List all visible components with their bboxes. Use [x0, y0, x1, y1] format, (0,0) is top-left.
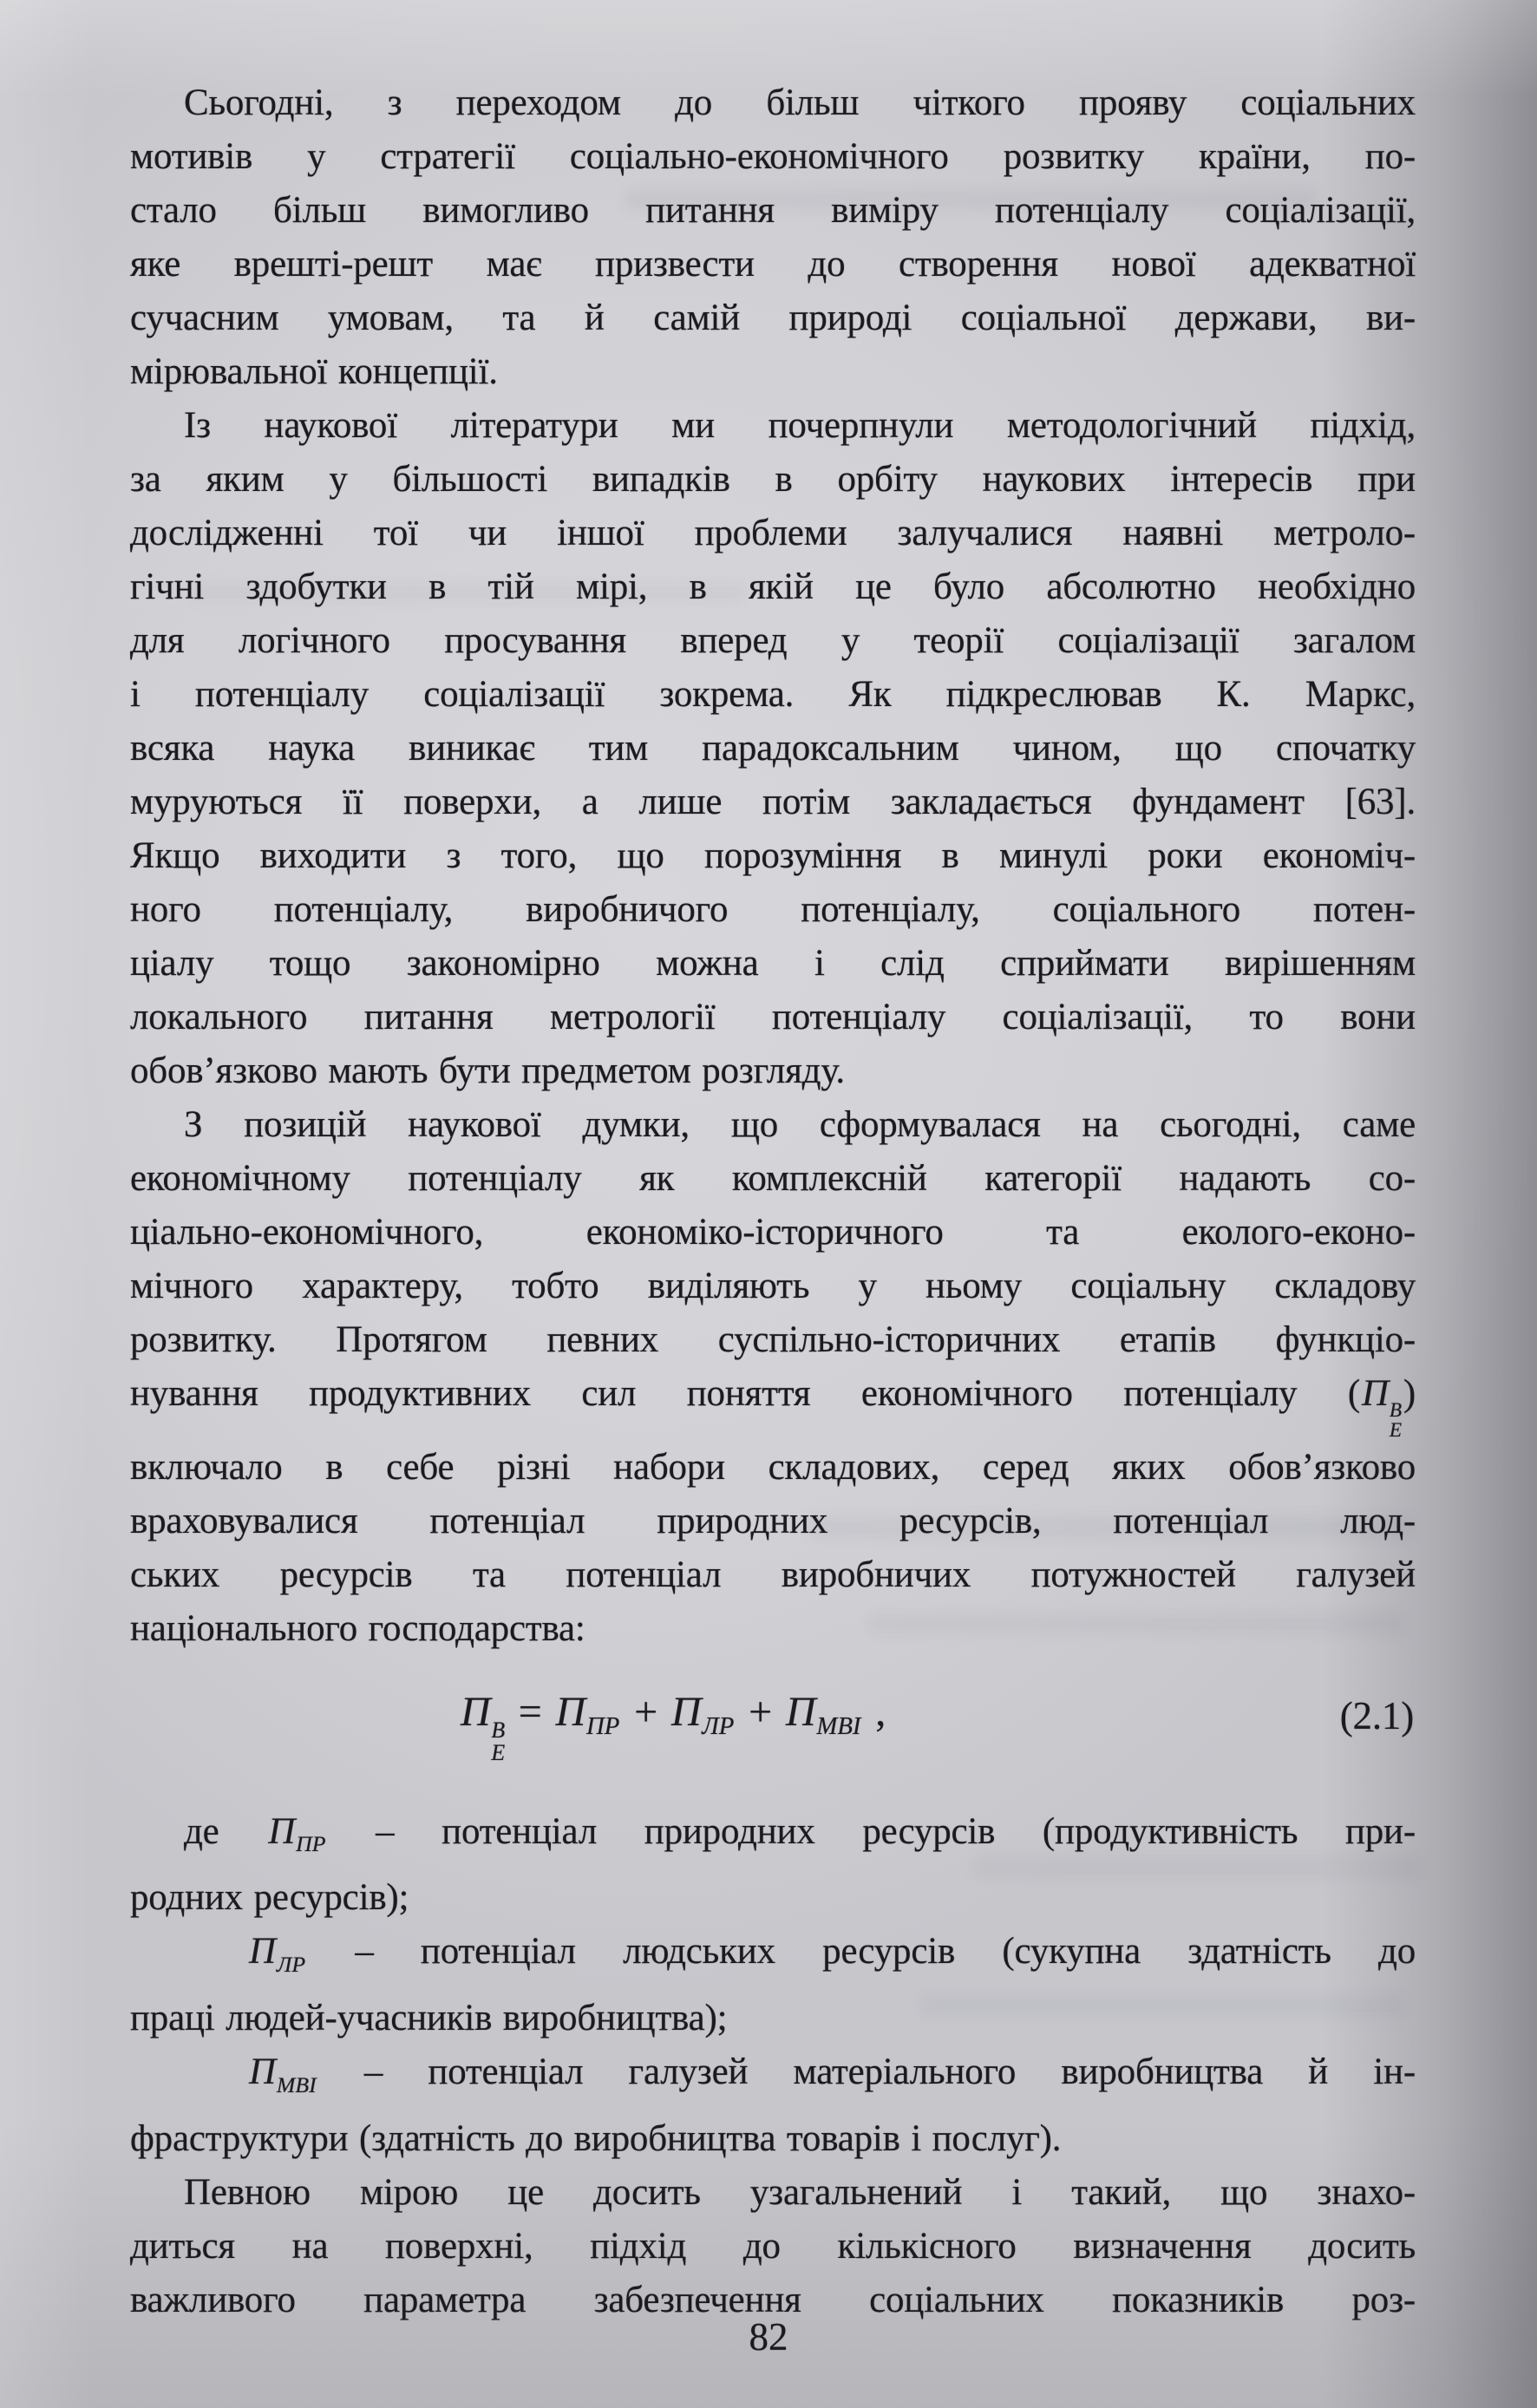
text-line: яке врешті-решт має призвести до створення нової адекватної — [130, 244, 1416, 285]
text-line: Певною мірою це досить узагальнений і такий, що знахо- — [184, 2171, 1416, 2213]
text-line: всяка наука виникає тим парадоксальним чином, що спочатку — [130, 728, 1416, 769]
text-line: фраструктури (здатність до виробництва товарів і послуг). — [130, 2117, 1062, 2159]
text-line: Із наукової літератури ми почерпнули методологічний підхід, — [184, 405, 1416, 446]
text-line: ських ресурсів та потенціал виробничих потужностей галузей — [130, 1554, 1416, 1595]
text-block — [130, 76, 1416, 2327]
text-line: включало в себе різні набори складових, серед яких обов’язково — [130, 1446, 1416, 1488]
text-line: важливого параметра забезпечення соціальних показників роз- — [130, 2279, 1416, 2320]
text-line: і потенціалу соціалізації зокрема. Як підкреслював К. Маркс, — [130, 674, 1416, 715]
text-line: $П_{ЛР}$ – потенціал людських ресурсів (сукупна здатність до — [249, 1931, 1416, 1978]
paragraph-methodology — [130, 399, 1416, 1098]
text-line: гічні здобутки в тій мірі, в якій це було абсолютно необхідно — [130, 566, 1416, 607]
text-line: мірювальної концепції. — [130, 351, 498, 392]
equation-2-1: П В Е = $П_{ПР} + П_{ЛР} + П_{МВІ}$ , — [460, 1688, 886, 1766]
text-line: враховувалися потенціал природних ресурсів, потенціал люд- — [130, 1500, 1416, 1541]
text-line: ціально-економічного, економіко-історичного та еколого-еконо- — [130, 1212, 1416, 1253]
text-line: нування продуктивних сил поняття економічного потенціалу (П В Е ) — [130, 1373, 1416, 1443]
equation-number: (2.1) — [1339, 1693, 1414, 1737]
math-variable: П В Е — [1362, 1373, 1402, 1443]
text-line: родних ресурсів); — [130, 1877, 409, 1919]
text-line: Якщо виходити з того, що порозуміння в минулі роки економіч- — [130, 835, 1416, 876]
text-line: ціалу тощо закономірно можна і слід сприймати вирішенням — [130, 943, 1416, 984]
paragraph-intro — [130, 76, 1416, 399]
text-line: праці людей-учасників виробництва); — [130, 1998, 728, 2039]
text-line: розвитку. Протягом певних суспільно-історичних етапів функціо- — [130, 1319, 1416, 1360]
math-variable: $П_{ЛР}$ — [249, 1931, 306, 1978]
math-variable: $П_{МВІ}$ — [785, 1688, 861, 1741]
equation-row — [130, 1682, 1416, 1766]
text-line: де $П_{ПР}$ – потенціал природних ресурсів (продуктивність при- — [184, 1810, 1416, 1857]
definition-material-production — [130, 2045, 1416, 2166]
text-line: національного господарства: — [130, 1607, 585, 1649]
text-line: $П_{МВІ}$ – потенціал галузей матеріального виробництва й ін- — [249, 2051, 1416, 2097]
text-line: стало більш вимогливо питання виміру потенціалу соціалізації, — [130, 190, 1416, 231]
math-variable: $П_{ЛР}$ — [670, 1688, 735, 1741]
text-line: економічному потенціалу як комплексній категорії надають со- — [130, 1158, 1416, 1199]
math-variable: $П_{ПР}$ — [268, 1810, 326, 1857]
paragraph-economic-potential — [130, 1098, 1416, 1656]
math-variable: П В Е — [460, 1688, 505, 1766]
text-line: мічного характеру, тобто виділяють у ньому соціальну складову — [130, 1266, 1416, 1306]
definition-human-resources — [130, 1925, 1416, 2045]
text-line: обов’язково мають бути предметом розгляду. — [130, 1050, 845, 1091]
paragraph-closing — [130, 2166, 1416, 2327]
text-line: З позицій наукової думки, що сформувалася на сьогодні, саме — [184, 1104, 1416, 1145]
text-line: муруються її поверхи, а лише потім закладається фундамент [63]. — [130, 782, 1416, 822]
text-line: для логічного просування вперед у теорії соціалізації загалом — [130, 620, 1416, 661]
definition-natural-resources — [130, 1805, 1416, 1926]
page-number: 82 — [749, 2315, 788, 2359]
math-variable: $П_{ПР}$ — [555, 1688, 620, 1741]
text-line: за яким у більшості випадків в орбіту наукових інтересів при — [130, 459, 1416, 500]
math-variable: $П_{МВІ}$ — [249, 2051, 317, 2097]
text-line: ного потенціалу, виробничого потенціалу, соціального потен- — [130, 889, 1416, 930]
text-line: сучасним умовам, та й самій природі соціальної держави, ви- — [130, 298, 1416, 338]
text-line: дослідженні тої чи іншої проблеми залучалися наявні метроло- — [130, 513, 1416, 553]
text-line: Сьогодні, з переходом до більш чіткого прояву соціальних — [184, 82, 1416, 123]
text-line: диться на поверхні, підхід до кількісного визначення досить — [130, 2225, 1416, 2267]
text-line: локального питання метрології потенціалу соціалізації, то вони — [130, 997, 1416, 1037]
text-line: мотивів у стратегії соціально-економічного розвитку країни, по- — [130, 136, 1416, 177]
